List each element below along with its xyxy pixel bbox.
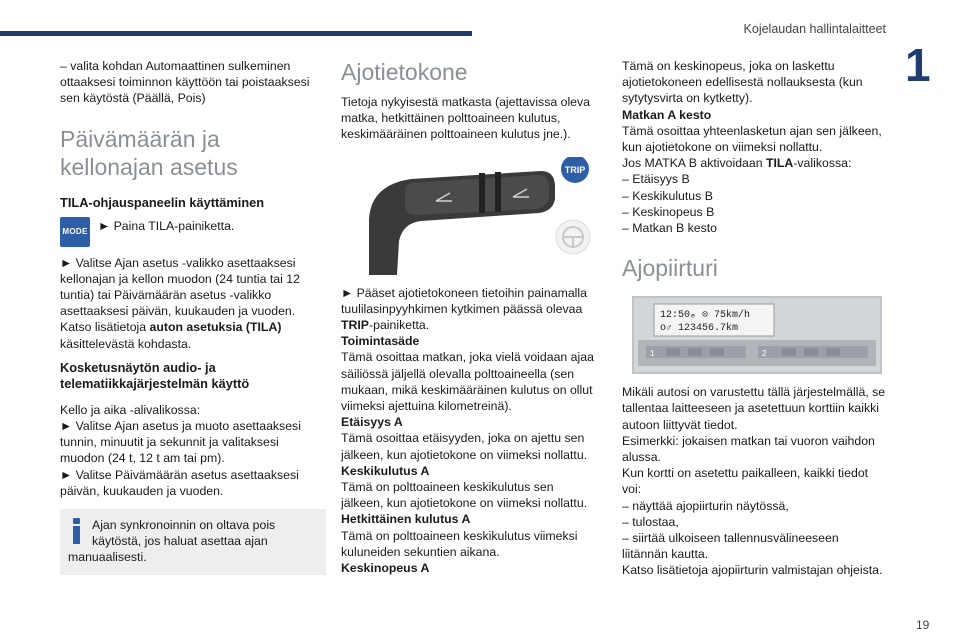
heading-distance-a: Etäisyys A [341, 415, 403, 430]
tacho-list-item: – tulostaa, [622, 514, 679, 529]
tacho-display-line1: 12:50ₑ ⊙ 75km/h [660, 310, 751, 322]
touch-step-time: ► Valitse Ajan asetus ja muoto asettaaksesi tunnin, minuutit ja sekunnit ja valitaksesi muodon (24 t, 12 t am tai pm). [60, 419, 301, 466]
tachograph-illustration [632, 296, 882, 374]
steering-wheel-icon [556, 220, 590, 254]
tacho-p3: Kun kortti on asetettu paikalleen, kaikki tiedot voi: [622, 466, 869, 497]
mode-button-icon: MODE [60, 217, 90, 247]
info-box [60, 509, 326, 575]
tacho-p4: Katso lisätietoja ajopiirturin valmistajan ohjeista. [622, 563, 883, 578]
step-time-setting: ► Valitse Ajan asetus -valikko asettaaksesi kellonajan ja kellon muodon (24 tuntia tai 12 tuntia) tai Päivämäärän asetus -valikko asettaaksesi päivän, kuukauden ja vuoden. Katso lisätietoja auton asetuksia (TILA) käsittelevästä kohdasta. [60, 255, 300, 351]
text-instant-consumption-a: Tämä on polttoaineen keskikulutus viimeksi kuluneiden sekuntien aikana. [341, 528, 578, 559]
text-distance-a: Tämä osoittaa etäisyyden, joka on ajettu sen jälkeen, kun ajotietokone on viimeksi nollattu. [341, 431, 588, 462]
subheading-touchscreen: Kosketusnäytön audio- ja telematiikkajärjestelmän käyttö [60, 359, 250, 391]
trip-b-item: – Keskikulutus B [622, 188, 713, 203]
trip-b-item: – Keskinopeus B [622, 204, 715, 219]
title-date-time-line2: kellonajan asetus [60, 153, 238, 180]
text-range: Tämä osoittaa matkan, joka vielä voidaan ajaa säiliössä jäljellä olevalla polttoaineella (sen mukaan, mikä keskimääräinen kulutus on ollut viimeksi ajettuina kilometreinä). [341, 350, 594, 414]
tacho-button-2: 2 [762, 349, 767, 359]
section-title: Kojelaudan hallintalaitteet [743, 22, 886, 36]
tacho-list-item: – siirtää ulkoiseen tallennusvälineeseen liitännän kautta. [622, 531, 839, 562]
tacho-display-line2: o♂ 123456.7km [660, 323, 739, 335]
page-number: 19 [916, 618, 930, 632]
title-date-time [60, 125, 326, 181]
tacho-button-1: 1 [650, 349, 655, 359]
header-accent-bar [0, 31, 472, 36]
heading-instant-consumption-a: Hetkittäinen kulutus A [341, 512, 471, 527]
touch-submenu-text: Kello ja aika -alivalikossa: [60, 402, 201, 417]
tacho-p1: Mikäli autosi on varustettu tällä järjestelmällä, se tallentaa laitteeseen ja asetettuun korttiin kaikki autoon liittyvät tiedot. [622, 385, 886, 432]
mode-step-row [60, 217, 326, 247]
wiper-stalk-image [341, 157, 599, 275]
column-3 [622, 58, 886, 579]
trip-step: ► Pääset ajotietokoneen tietoihin painamalla tuulilasinpyyhkimen kytkimen päässä olevaa TRIP-painiketta. [341, 285, 587, 333]
trip-b-item: – Etäisyys B [622, 172, 690, 187]
heading-avg-speed-a: Keskinopeus A [341, 561, 430, 576]
text-avg-consumption-a: Tämä on polttoaineen keskikulutus sen jälkeen, kun ajotietokone on viimeksi nollattu. [341, 480, 588, 511]
heading-trip-duration-a: Matkan A kesto [622, 107, 712, 122]
tachograph-image [632, 296, 882, 374]
column-1 [60, 58, 326, 575]
wiper-stalk-illustration [341, 157, 599, 275]
title-date-time-line1: Päivämäärän ja [60, 125, 220, 152]
touch-step-date: ► Valitse Päivämäärän asetus asettaaksesi päivän, kuukauden ja vuoden. [60, 467, 299, 498]
text-trip-duration-a: Tämä osoittaa yhteenlasketun ajan sen jälkeen, kun ajotietokone on viimeksi nollattu. [622, 123, 882, 155]
column-2 [341, 58, 599, 576]
intro-text: – valita kohdan Automaattinen sulkeminen ottaaksesi toiminnon käyttöön tai poistaaksesi sen käytöstä (Päällä, Pois) [60, 59, 310, 106]
heading-avg-consumption-a: Keskikulutus A [341, 463, 430, 478]
trip-b-intro: Jos MATKA B aktivoidaan TILA-valikossa: [622, 156, 852, 171]
trip-intro: Tietoja nykyisestä matkasta (ajettavissa oleva matka, hetkittäinen polttoaineen kulutus, keskimääräinen polttoaineen kulutus jne.). [341, 95, 591, 142]
trip-b-item: – Matkan B kesto [622, 221, 718, 236]
heading-range: Toimintasäde [341, 334, 420, 349]
title-trip-computer: Ajotietokone [341, 59, 468, 85]
tacho-p2: Esimerkki: jokaisen matkan tai vuoron vaihdon alussa. [622, 433, 875, 465]
mode-step-text: ► Paina TILA-painiketta. [98, 218, 235, 233]
text-avg-speed-a: Tämä on keskinopeus, joka on laskettu ajotietokoneen edellisestä nollauksesta (kun sytytysvirta on kytketty). [622, 59, 863, 106]
title-tachograph: Ajopiirturi [622, 255, 718, 282]
trip-badge [561, 157, 589, 183]
subheading-mode-panel: TILA-ohjauspaneelin käyttäminen [60, 194, 265, 210]
info-text: Ajan synkronoinnin on oltava pois käytöstä, jos haluat asettaa ajan manuaalisesti. [68, 518, 276, 565]
info-icon [72, 518, 82, 544]
tacho-list-item: – näyttää ajopiirturin näytössä, [622, 498, 789, 513]
trip-badge-label: TRIP [564, 164, 586, 175]
section-number: 1 [905, 39, 931, 91]
